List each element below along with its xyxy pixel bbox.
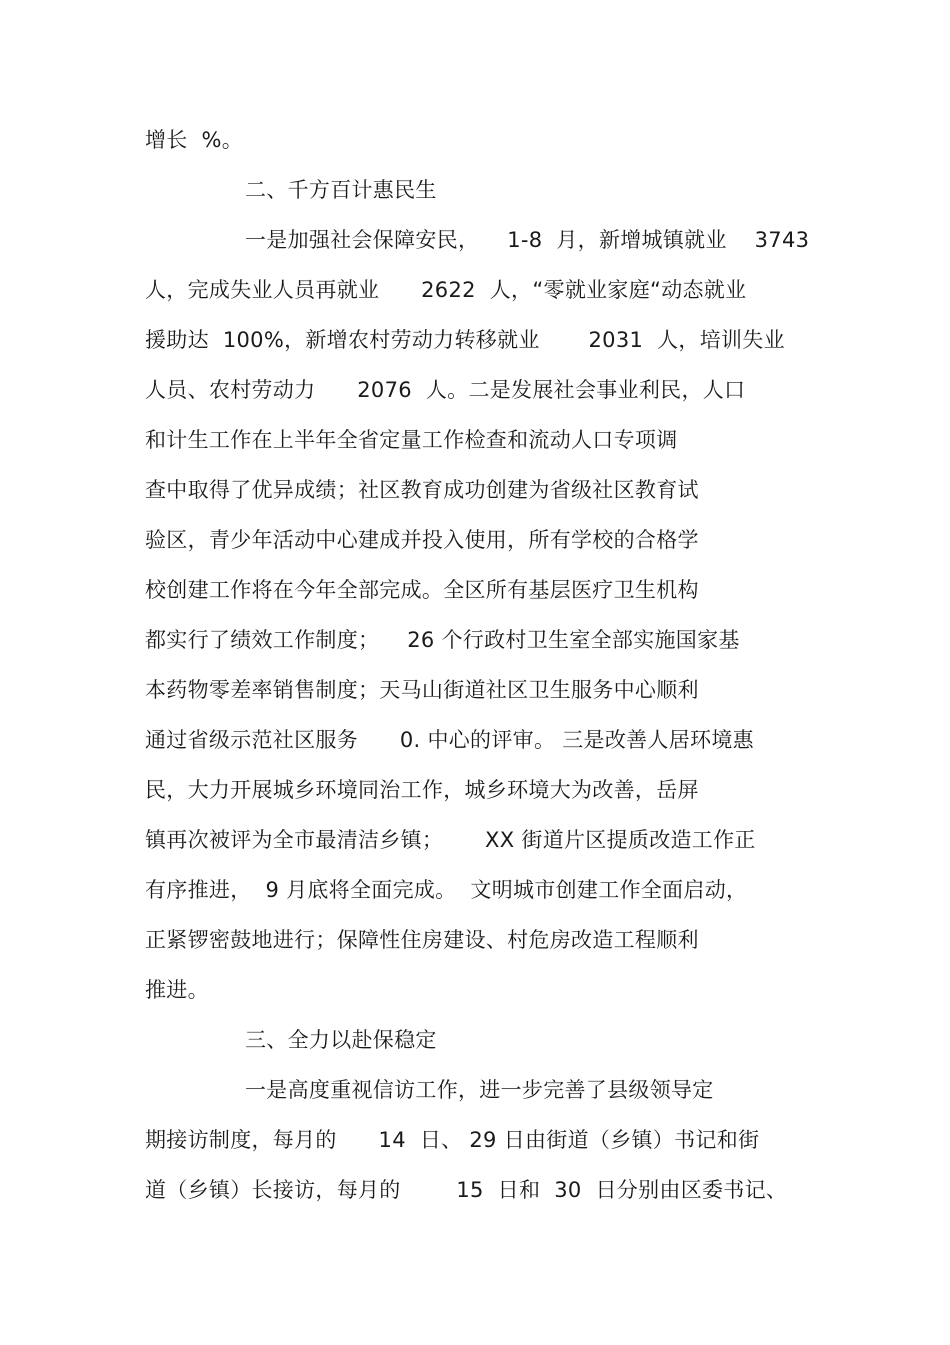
text-line-4: 人，完成失业人员再就业 2622 人，“零就业家庭“动态就业	[145, 278, 747, 302]
text-line-5: 援助达 100%，新增农村劳动力转移就业 2031 人，培训失业	[145, 328, 785, 352]
text-line-3: 一是加强社会保障安民， 1-8 月，新增城镇就业 3743	[245, 228, 810, 252]
text-line-22: 道（乡镇）长接访，每月的 15 日和 30 日分别由区委书记、	[145, 1178, 788, 1202]
text-line-12: 本药物零差率销售制度；天马山街道社区卫生服务中心顺利	[145, 678, 699, 702]
text-line-10: 校创建工作将在今年全部完成。全区所有基层医疗卫生机构	[145, 578, 699, 602]
text-line-14: 民，大力开展城乡环境同治工作，城乡环境大为改善，岳屏	[145, 778, 699, 802]
text-line-1: 增长 %。	[145, 128, 244, 152]
text-line-15: 镇再次被评为全市最清洁乡镇； XX 街道片区提质改造工作正	[145, 828, 756, 852]
text-line-16: 有序推进， 9 月底将全面完成。 文明城市创建工作全面启动，	[145, 878, 748, 902]
text-line-11: 都实行了绩效工作制度； 26 个行政村卫生室全部实施国家基	[145, 628, 740, 652]
text-line-7: 和计生工作在上半年全省定量工作检查和流动人口专项调	[145, 428, 678, 452]
text-line-6: 人员、农村劳动力 2076 人。二是发展社会事业利民，人口	[145, 378, 746, 402]
text-line-8: 查中取得了优异成绩；社区教育成功创建为省级社区教育试	[145, 478, 699, 502]
text-line-18: 推进。	[145, 978, 209, 1002]
text-line-13: 通过省级示范社区服务 0. 中心的评审。 三是改善人居环境惠	[145, 728, 754, 752]
text-line-21: 期接访制度，每月的 14 日、 29 日由街道（乡镇）书记和街	[145, 1128, 760, 1152]
text-line-9: 验区，青少年活动中心建成并投入使用，所有学校的合格学	[145, 528, 699, 552]
text-line-17: 正紧锣密鼓地进行；保障性住房建设、村危房改造工程顺利	[145, 928, 699, 952]
section-heading-3: 三、全力以赴保稳定	[245, 1028, 437, 1052]
text-line-20: 一是高度重视信访工作，进一步完善了县级领导定	[245, 1078, 714, 1102]
section-heading-2: 二、千方百计惠民生	[245, 178, 437, 202]
